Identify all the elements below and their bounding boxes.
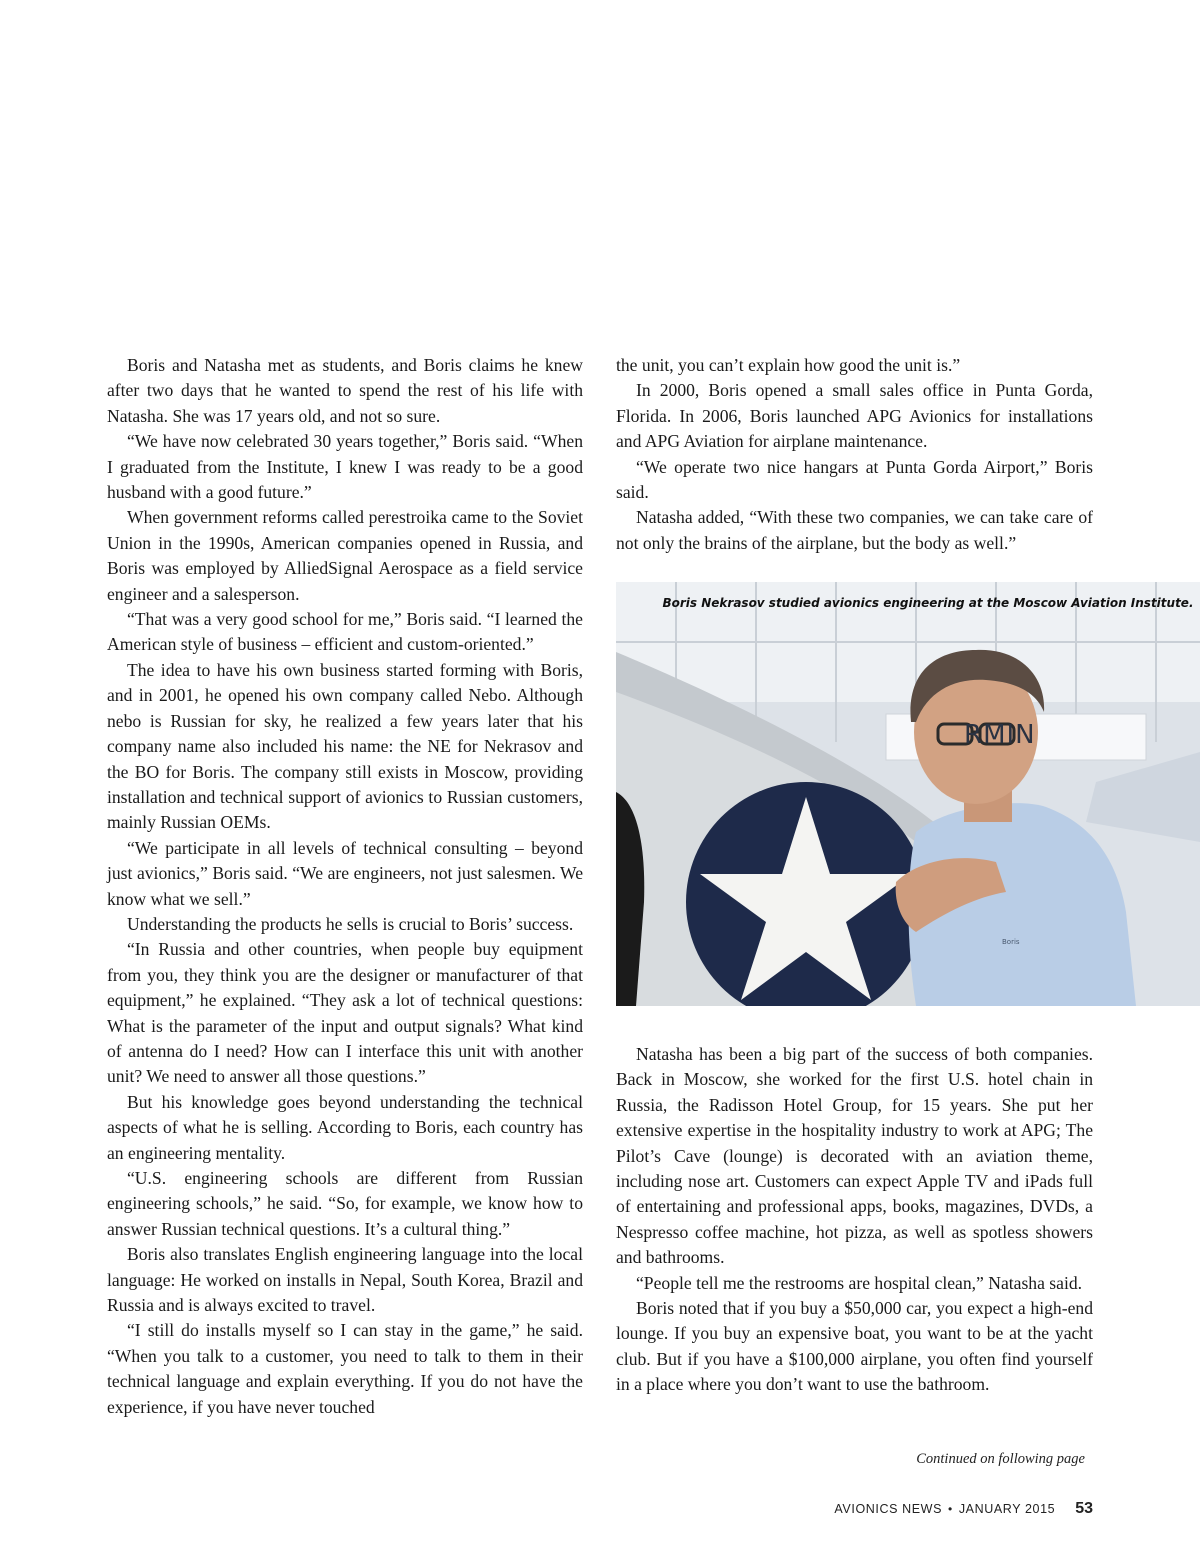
hangar-sign-text: RMIN (964, 720, 1036, 750)
paragraph: “We operate two nice hangars at Punta Gorda Airport,” Boris said. (616, 456, 1093, 503)
shirt-label: Boris (1002, 938, 1020, 946)
paragraph: But his knowledge goes beyond understanding the technical aspects of what he is selling. According to Boris, each country has an engineering mentality. (107, 1091, 583, 1163)
publication-name: AVIONICS NEWS (834, 1502, 943, 1516)
paragraph: “That was a very good school for me,” Boris said. “I learned the American style of business – efficient and custom-oriented.” (107, 609, 583, 655)
paragraph: “In Russia and other countries, when people buy equipment from you, they think you are the designer or manufacturer of that equipment,” he explained. “They ask a lot of technical questions: What is the parameter of the input and output signals? What kind of antenna do I need? How can I interface this unit with another unit? We need to answer all those questions.” (107, 939, 583, 1087)
page-footer (800, 1500, 1093, 1518)
paragraph: “People tell me the restrooms are hospital clean,” Natasha said. (636, 1272, 1083, 1293)
paragraph-continuation: the unit, you can’t explain how good the unit is.” (616, 355, 961, 375)
footer-separator: • (948, 1502, 953, 1516)
paragraph: “We participate in all levels of technical consulting – beyond just avionics,” Boris said. “We are engineers, not just salesmen. We know what we sell.” (107, 837, 583, 909)
paragraph: Boris also translates English engineering language into the local language: He worked on installs in Nepal, South Korea, Brazil and Russia and is always excited to travel. (107, 1244, 583, 1316)
article-column-right-bottom (616, 1042, 1093, 1398)
paragraph: Natasha has been a big part of the success of both companies. Back in Moscow, she worked for the first U.S. hotel chain in Russia, the Radisson Hotel Group, for 15 years. She put her extensive expertise in the hospitality industry to work at APG; The Pilot’s Cave (lounge) is decorated with an aviation theme, including nose art. Customers can expect Apple TV and iPads full of entertaining and professional apps, books, magazines, DVDs, a Nespresso coffee machine, hot pizza, as well as spotless showers and bathrooms. (616, 1044, 1093, 1268)
paragraph: Natasha added, “With these two companies, we can take care of not only the brains of the airplane, but the body as well.” (616, 507, 1093, 553)
paragraph: Understanding the products he sells is crucial to Boris’ success. (127, 913, 574, 934)
continued-note: Continued on following page (916, 1451, 1085, 1467)
paragraph: Boris noted that if you buy a $50,000 car, you expect a high-end lounge. If you buy an expensive boat, you want to be at the yacht club. But if you have a $100,000 airplane, you often find yourself in a place where you don’t want to use the bathroom. (616, 1298, 1093, 1395)
article-column-left (107, 353, 583, 1420)
paragraph: When government reforms called perestroika came to the Soviet Union in the 1990s, American companies opened in Russia, and Boris was employed by AlliedSignal Aerospace as a field service engineer and a salesperson. (107, 507, 583, 604)
paragraph: “U.S. engineering schools are different from Russian engineering schools,” he said. “So, for example, we know how to answer Russian technical questions. It’s a cultural thing.” (107, 1168, 583, 1239)
article-photo (616, 582, 1200, 1006)
paragraph: Boris and Natasha met as students, and Boris claims he knew after two days that he wanted to spend the rest of his life with Natasha. She was 17 years old, and not so sure. (107, 355, 583, 426)
paragraph: The idea to have his own business started forming with Boris, and in 2001, he opened his own company called Nebo. Although nebo is Russian for sky, he realized a few years later that his company name also included his name: the NE for Nekrasov and the BO for Boris. The company still exists in Moscow, providing installation and technical support of avionics to Russian customers, mainly Russian OEMs. (107, 659, 583, 833)
article-column-right-top (616, 353, 1093, 556)
paragraph: “We have now celebrated 30 years together,” Boris said. “When I graduated from the Institute, I knew I was ready to be a good husband with a good future.” (107, 431, 583, 503)
photo-caption: Boris Nekrasov studied avionics engineering at the Moscow Aviation Institute. (662, 596, 1194, 610)
page-number: 53 (1075, 1500, 1093, 1517)
issue-date: JANUARY 2015 (958, 1502, 1056, 1516)
hangar-photo-illustration (616, 582, 1200, 1006)
paragraph: “I still do installs myself so I can stay in the game,” he said. “When you talk to a customer, you need to talk to them in their technical language and explain everything. If you do not have the experience, if you have never touched (107, 1320, 583, 1417)
paragraph: In 2000, Boris opened a small sales office in Punta Gorda, Florida. In 2006, Boris launched APG Avionics for installations and APG Aviation for airplane maintenance. (616, 380, 1093, 452)
